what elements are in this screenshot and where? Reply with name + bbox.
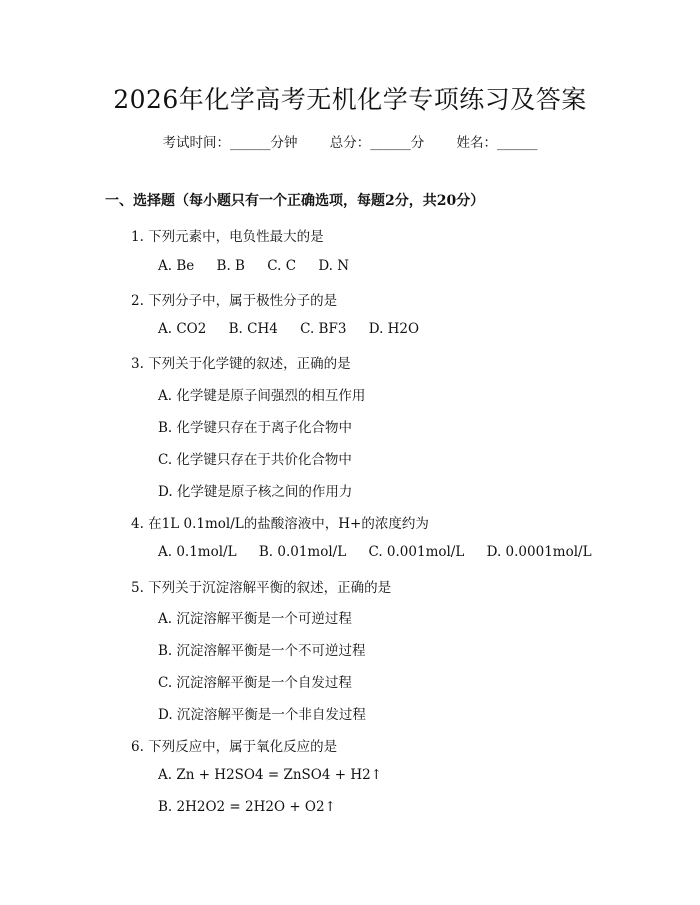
question-options <box>158 544 592 560</box>
question-stem: 1. 下列元素中，电负性最大的是 <box>131 229 324 245</box>
question-stem: 5. 下列关于沉淀溶解平衡的叙述，正确的是 <box>131 580 392 596</box>
option: B. 2H2O2 = 2H2O + O2↑ <box>158 799 336 815</box>
question-options <box>158 321 419 337</box>
option: C. C <box>267 258 297 274</box>
option: B. 0.01mol/L <box>258 544 347 560</box>
section-heading: 一、选择题（每小题只有一个正确选项，每题2分，共20分） <box>105 193 485 209</box>
option: B. 化学键只存在于离子化合物中 <box>158 420 353 436</box>
page-title: 2026年化学高考无机化学专项练习及答案 <box>113 85 587 114</box>
question-stem: 6. 下列反应中，属于氧化反应的是 <box>131 739 338 755</box>
question-options <box>158 258 349 274</box>
question-stem: 4. 在1L 0.1mol/L的盐酸溶液中，H+的浓度约为 <box>131 516 429 532</box>
option: D. 0.0001mol/L <box>486 544 592 560</box>
option: B. 沉淀溶解平衡是一个不可逆过程 <box>158 643 366 659</box>
option: A. 沉淀溶解平衡是一个可逆过程 <box>158 611 352 627</box>
option: D. H2O <box>368 321 420 337</box>
option: A. Be <box>158 258 195 274</box>
total-score: 总分：______分 <box>329 135 425 151</box>
option: A. 化学键是原子间强烈的相互作用 <box>158 388 366 404</box>
exam-meta <box>0 131 700 151</box>
exam-time: 考试时间：______分钟 <box>162 135 298 151</box>
option: C. 沉淀溶解平衡是一个自发过程 <box>158 675 352 691</box>
option: C. 0.001mol/L <box>368 544 465 560</box>
option: A. CO2 <box>158 321 207 337</box>
option: C. BF3 <box>300 321 347 337</box>
option: A. 0.1mol/L <box>158 544 237 560</box>
option: D. N <box>318 258 350 274</box>
option: C. 化学键只存在于共价化合物中 <box>158 452 352 468</box>
option: D. 沉淀溶解平衡是一个非自发过程 <box>158 707 366 723</box>
question-stem: 3. 下列关于化学键的叙述，正确的是 <box>131 356 351 372</box>
option: B. B <box>216 258 245 274</box>
option: A. Zn + H2SO4 = ZnSO4 + H2↑ <box>158 767 383 783</box>
option: D. 化学键是原子核之间的作用力 <box>158 484 353 500</box>
question-stem: 2. 下列分子中，属于极性分子的是 <box>131 293 338 309</box>
option: B. CH4 <box>228 321 278 337</box>
student-name: 姓名：______ <box>456 135 538 151</box>
